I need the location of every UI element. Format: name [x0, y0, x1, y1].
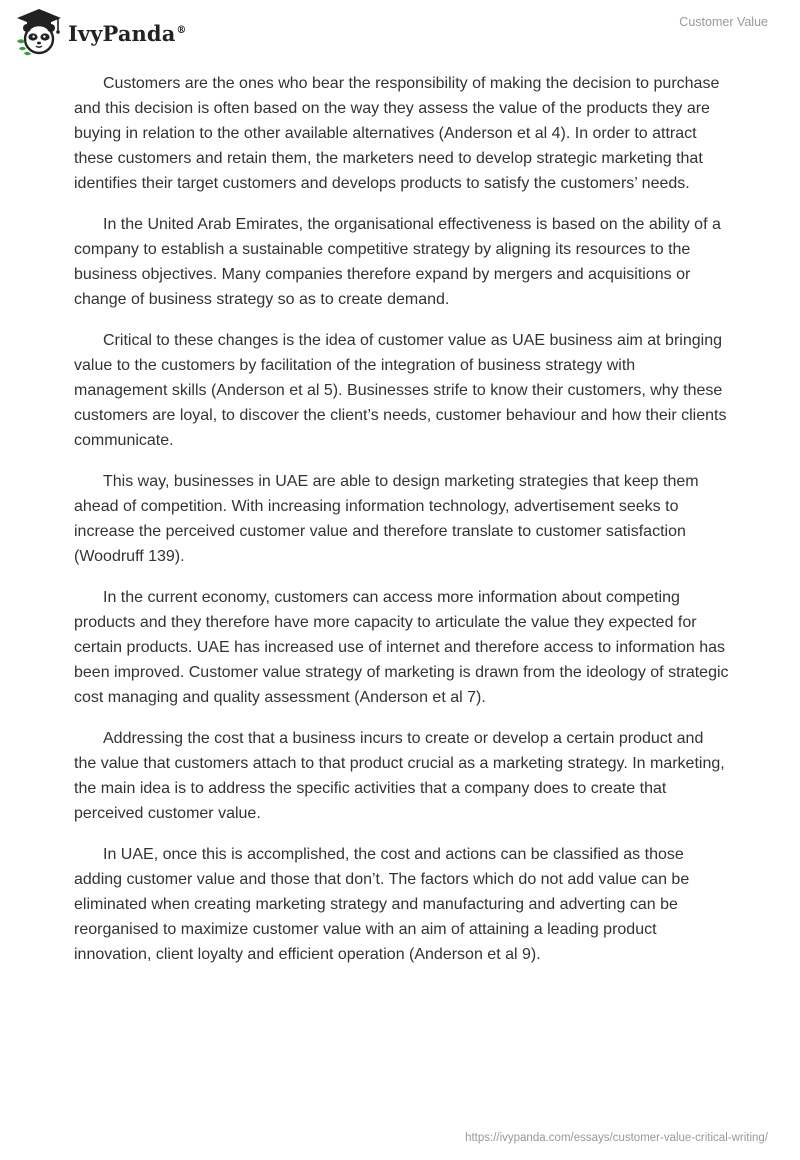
- paragraph: In the current economy, customers can access more information about competing products and they therefore have more capacity to articulate the value they expected for certain products. UAE has increased use of internet and therefore access to information has been improved. Customer value strategy of marketing is drawn from the ideology of strategic cost managing and quality assessment (Anderson et al 7).: [74, 589, 729, 706]
- page-header: [0, 0, 800, 60]
- document-title: Customer Value: [679, 15, 768, 29]
- paragraph: This way, businesses in UAE are able to design marketing strategies that keep them ahead of competition. With increasing information technology, advertisement seeks to increase the perceived customer value and therefore translate to customer satisfaction (Woodruff 139).: [74, 473, 699, 565]
- paragraph: Critical to these changes is the idea of customer value as UAE business aim at bringing value to the customers by facilitation of the integration of business strategy with management skills (Anderson et al 5). Businesses strife to know their customers, why these customers are loyal, to discover the client’s needs, customer behaviour and how their clients communicate.: [74, 332, 727, 449]
- paragraph: In UAE, once this is accomplished, the cost and actions can be classified as those adding customer value and those that don’t. The factors which do not add value can be eliminated when creating marketing strategy and manufacturing and adverting can be reorganised to maximize customer value with an aim of attaining a leading product innovation, client loyalty and efficient operation (Anderson et al 9).: [74, 846, 690, 963]
- panda-graduate-logo-icon: [14, 7, 64, 57]
- source-url-link[interactable]: https://ivypanda.com/essays/customer-value-critical-writing/: [465, 1132, 768, 1144]
- paragraph: Customers are the ones who bear the responsibility of making the decision to purchase and this decision is often based on the way they assess the value of the products they are buying in relation to the other available alternatives (Anderson et al 4). In order to attract these customers and retain them, the marketers need to develop strategic marketing that identifies their target customers and develops products to satisfy the customers’ needs.: [74, 75, 720, 192]
- brand-name: IvyPanda®: [68, 20, 187, 46]
- ivypanda-logo[interactable]: [14, 7, 187, 57]
- essay-body: [74, 71, 730, 983]
- registered-mark: ®: [176, 24, 187, 36]
- paragraph: Addressing the cost that a business incurs to create or develop a certain product and the value that customers attach to that product crucial as a marketing strategy. In marketing, the main idea is to address the specific activities that a company does to create that perceived customer value.: [74, 730, 725, 822]
- paragraph: In the United Arab Emirates, the organisational effectiveness is based on the ability of a company to establish a sustainable competitive strategy by aligning its resources to the business objectives. Many companies therefore expand by mergers and acquisitions or change of business strategy so as to create demand.: [74, 216, 721, 308]
